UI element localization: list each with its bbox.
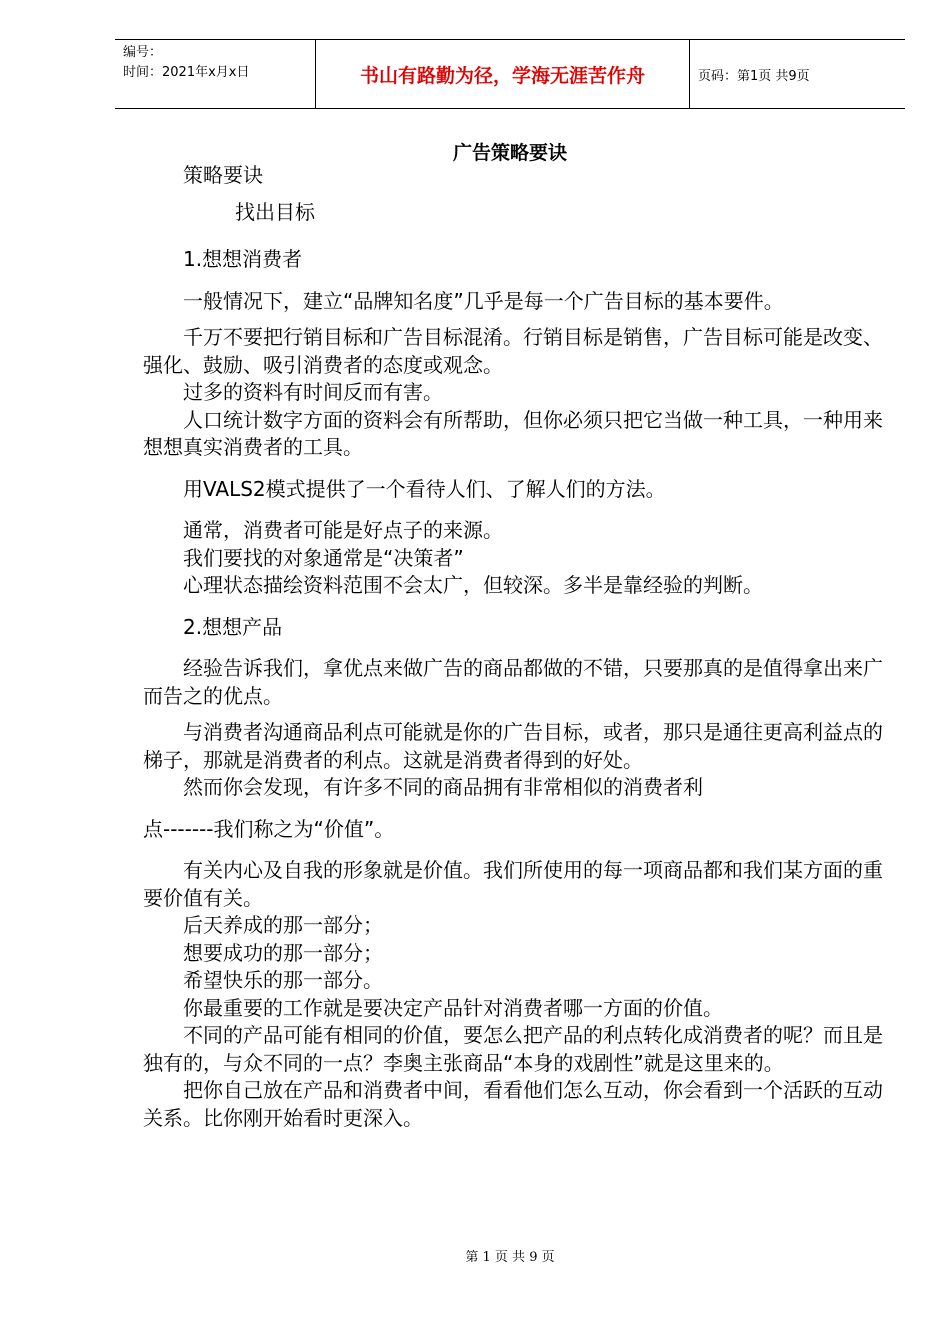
paragraph: 然而你会发现，有许多不同的商品拥有非常相似的消费者利	[183, 775, 703, 799]
paragraph: 与消费者沟通商品利点可能就是你的广告目标，或者，那只是通往更高利益点的梯子，那就是消费者的利点。这就是消费者得到的好处。	[143, 720, 883, 772]
paragraph: 用VALS2模式提供了一个看待人们、了解人们的方法。	[183, 476, 666, 501]
paragraph: 人口统计数字方面的资料会有所帮助，但你必须只把它当做一种工具，一种用来想想真实消费者的工具。	[143, 407, 883, 459]
header-info-cell	[115, 40, 316, 108]
paragraph: 一般情况下，建立“品牌知名度”几乎是每一个广告目标的基本要件。	[183, 288, 784, 313]
paragraph: 过多的资料有时间反而有害。	[183, 380, 443, 404]
paragraph: 心理状态描绘资料范围不会太广，但较深。多半是靠经验的判断。	[183, 573, 763, 597]
paragraph: 希望快乐的那一部分。	[183, 968, 383, 992]
paragraph: 经验告诉我们，拿优点来做广告的商品都做的不错，只要那真的是值得拿出来广而告之的优点。	[143, 656, 883, 708]
section-heading: 1.想想消费者	[183, 247, 303, 271]
paragraph: 你最重要的工作就是要决定产品针对消费者哪一方面的价值。	[183, 995, 723, 1020]
paragraph: 点-------我们称之为“价值”。	[143, 816, 395, 841]
paragraph: 千万不要把行销目标和广告目标混淆。行销目标是销售，广告目标可能是改变、强化、鼓励、吸引消费者的态度或观念。	[143, 325, 883, 377]
header-motto: 书山有路勤为径，学海无涯苦作舟	[316, 40, 690, 108]
paragraph: 通常，消费者可能是好点子的来源。	[183, 518, 503, 542]
header-table	[115, 39, 905, 109]
paragraph: 后天养成的那一部分；	[183, 913, 383, 937]
document-time: 时间：2021年x月x日	[123, 65, 250, 80]
header-page-number: 页码：第1页 共9页	[698, 68, 810, 84]
document-title: 广告策略要诀	[452, 142, 567, 164]
paragraph: 有关内心及自我的形象就是价值。我们所使用的每一项商品都和我们某方面的重要价值有关。	[143, 858, 883, 910]
page-footer: 第 1 页 共 9 页	[465, 1250, 555, 1265]
paragraph: 策略要诀	[183, 163, 263, 187]
document-number: 编号：	[123, 45, 163, 60]
paragraph: 我们要找的对象通常是“决策者”	[183, 545, 464, 570]
paragraph: 不同的产品可能有相同的价值，要怎么把产品的利点转化成消费者的呢？而且是独有的，与众不同的一点？李奥主张商品“本身的戏剧性”就是这里来的。	[143, 1023, 883, 1075]
paragraph: 把你自己放在产品和消费者中间，看看他们怎么互动，你会看到一个活跃的互动关系。比你刚开始看时更深入。	[143, 1078, 883, 1130]
document-body	[143, 162, 883, 1132]
paragraph: 想要成功的那一部分；	[183, 940, 383, 965]
section-heading: 2.想想产品	[183, 614, 283, 639]
paragraph: 找出目标	[235, 199, 315, 224]
